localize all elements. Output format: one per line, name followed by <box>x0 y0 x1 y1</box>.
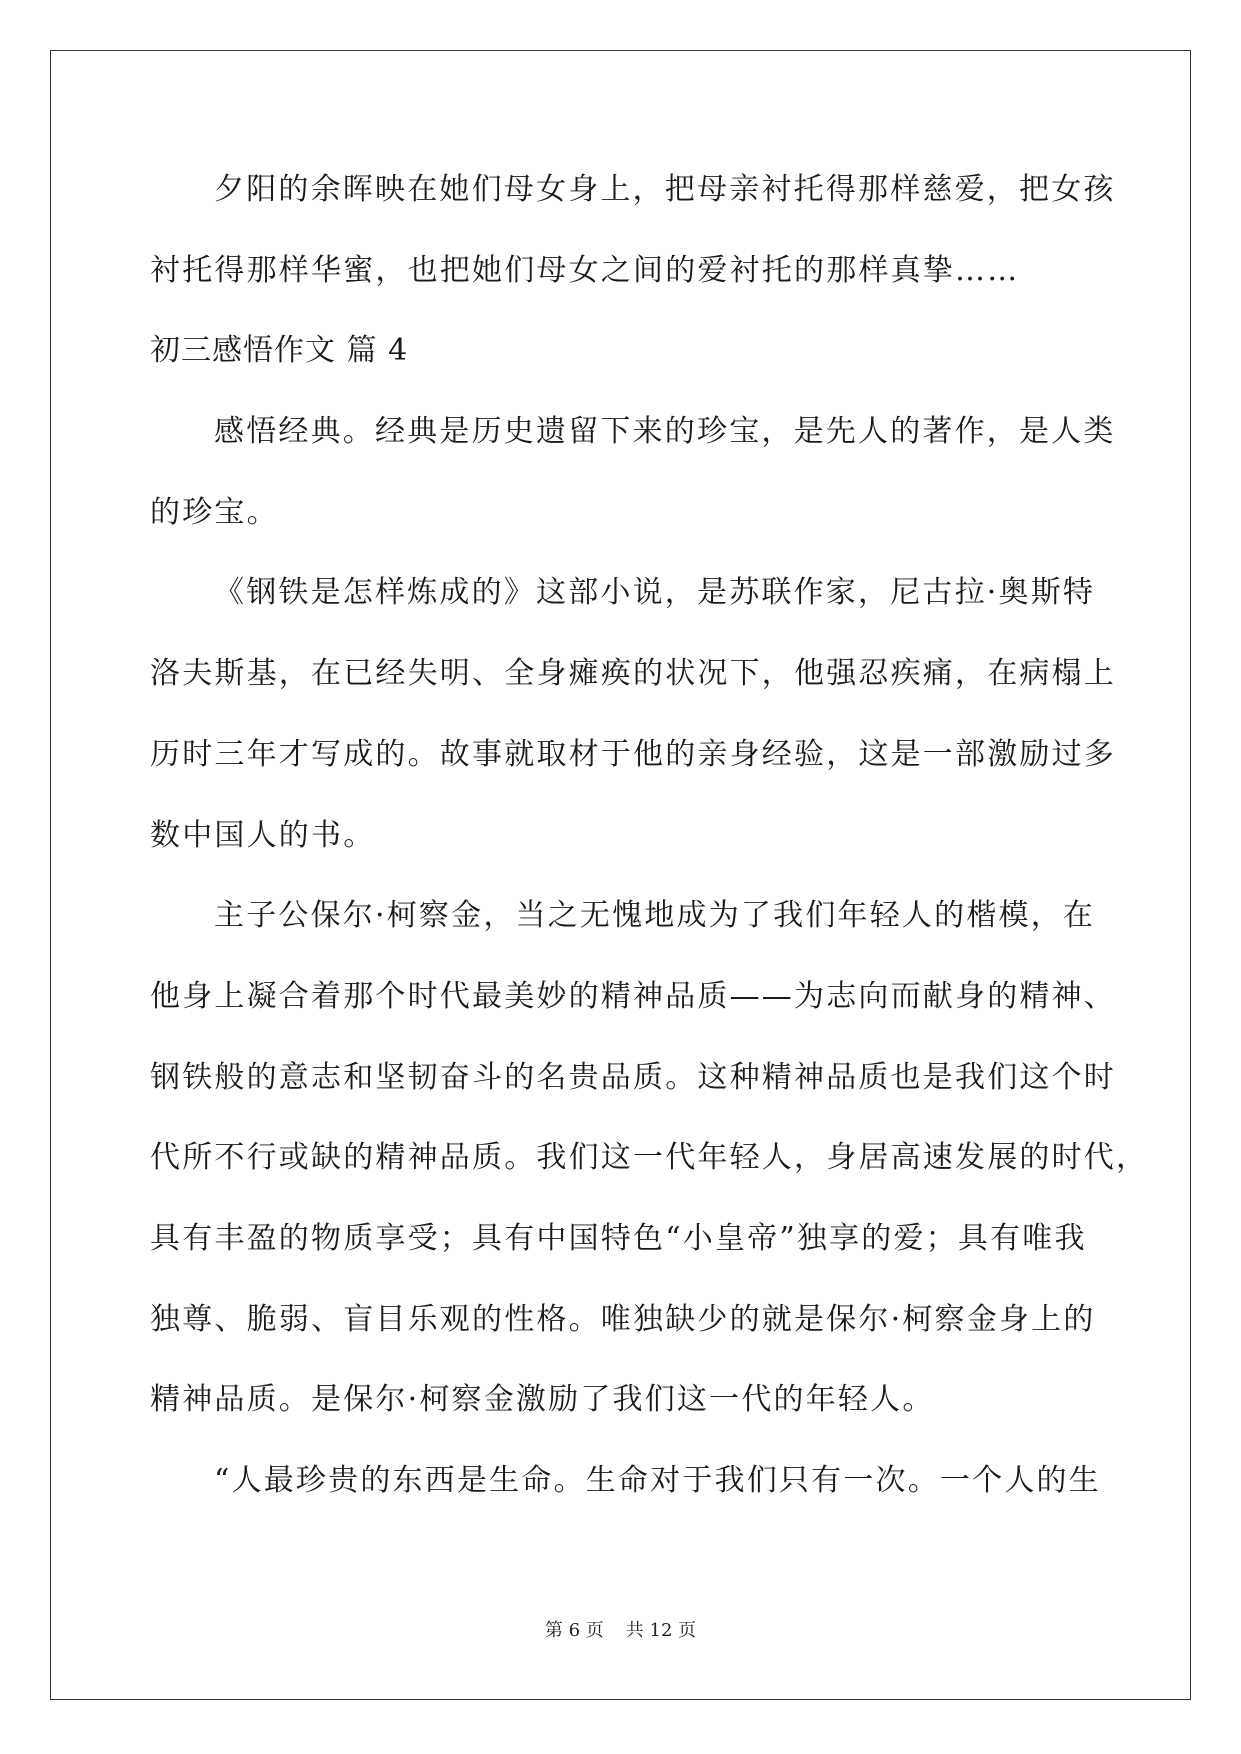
paragraph-line: 他身上凝合着那个时代最美妙的精神品质——为志向而献身的精神、 <box>150 978 1116 1014</box>
paragraph-line: “人最珍贵的东西是生命。生命对于我们只有一次。一个人的生 <box>214 1463 1101 1498</box>
paragraph-line: 代所不行或缺的精神品质。我们这一代年轻人，身居高速发展的时代， <box>150 1140 1149 1176</box>
paragraph-line: 衬托得那样华蜜，也把她们母女之间的爱衬托的那样真挚…… <box>150 252 1020 288</box>
paragraph-line: 《钢铁是怎样炼成的》这部小说，是苏联作家，尼古拉·奥斯特 <box>214 575 1096 611</box>
paragraph-line: 洛夫斯基，在已经失明、全身瘫痪的状况下，他强忍疾痛，在病榻上 <box>150 656 1116 692</box>
paragraph-line: 数中国人的书。 <box>150 817 376 853</box>
paragraph-line: 精神品质。是保尔·柯察金激励了我们这一代的年轻人。 <box>150 1382 935 1418</box>
section-heading: 初三感悟作文 篇 4 <box>150 333 409 369</box>
paragraph-line: 夕阳的余晖映在她们母女身上，把母亲衬托得那样慈爱，把女孩 <box>214 172 1116 207</box>
paragraph-line: 具有丰盈的物质享受；具有中国特色“小皇帝”独享的爱；具有唯我 <box>150 1220 1087 1256</box>
page-total: 共 12 页 <box>625 1620 697 1641</box>
paragraph-line: 历时三年才写成的。故事就取材于他的亲身经验，这是一部激励过多 <box>150 736 1116 772</box>
page-number: 第 6 页 <box>544 1620 604 1641</box>
document-body <box>150 160 1149 1532</box>
paragraph-line: 感悟经典。经典是历史遗留下来的珍宝，是先人的著作，是人类 <box>214 414 1116 450</box>
page-footer <box>0 1619 1241 1643</box>
paragraph-line: 钢铁般的意志和坚韧奋斗的名贵品质。这种精神品质也是我们这个时 <box>150 1059 1116 1095</box>
paragraph-line: 的珍宝。 <box>150 494 279 530</box>
paragraph-line: 主子公保尔·柯察金，当之无愧地成为了我们年轻人的楷模，在 <box>214 898 1096 934</box>
paragraph-line: 独尊、脆弱、盲目乐观的性格。唯独缺少的就是保尔·柯察金身上的 <box>150 1301 1096 1337</box>
